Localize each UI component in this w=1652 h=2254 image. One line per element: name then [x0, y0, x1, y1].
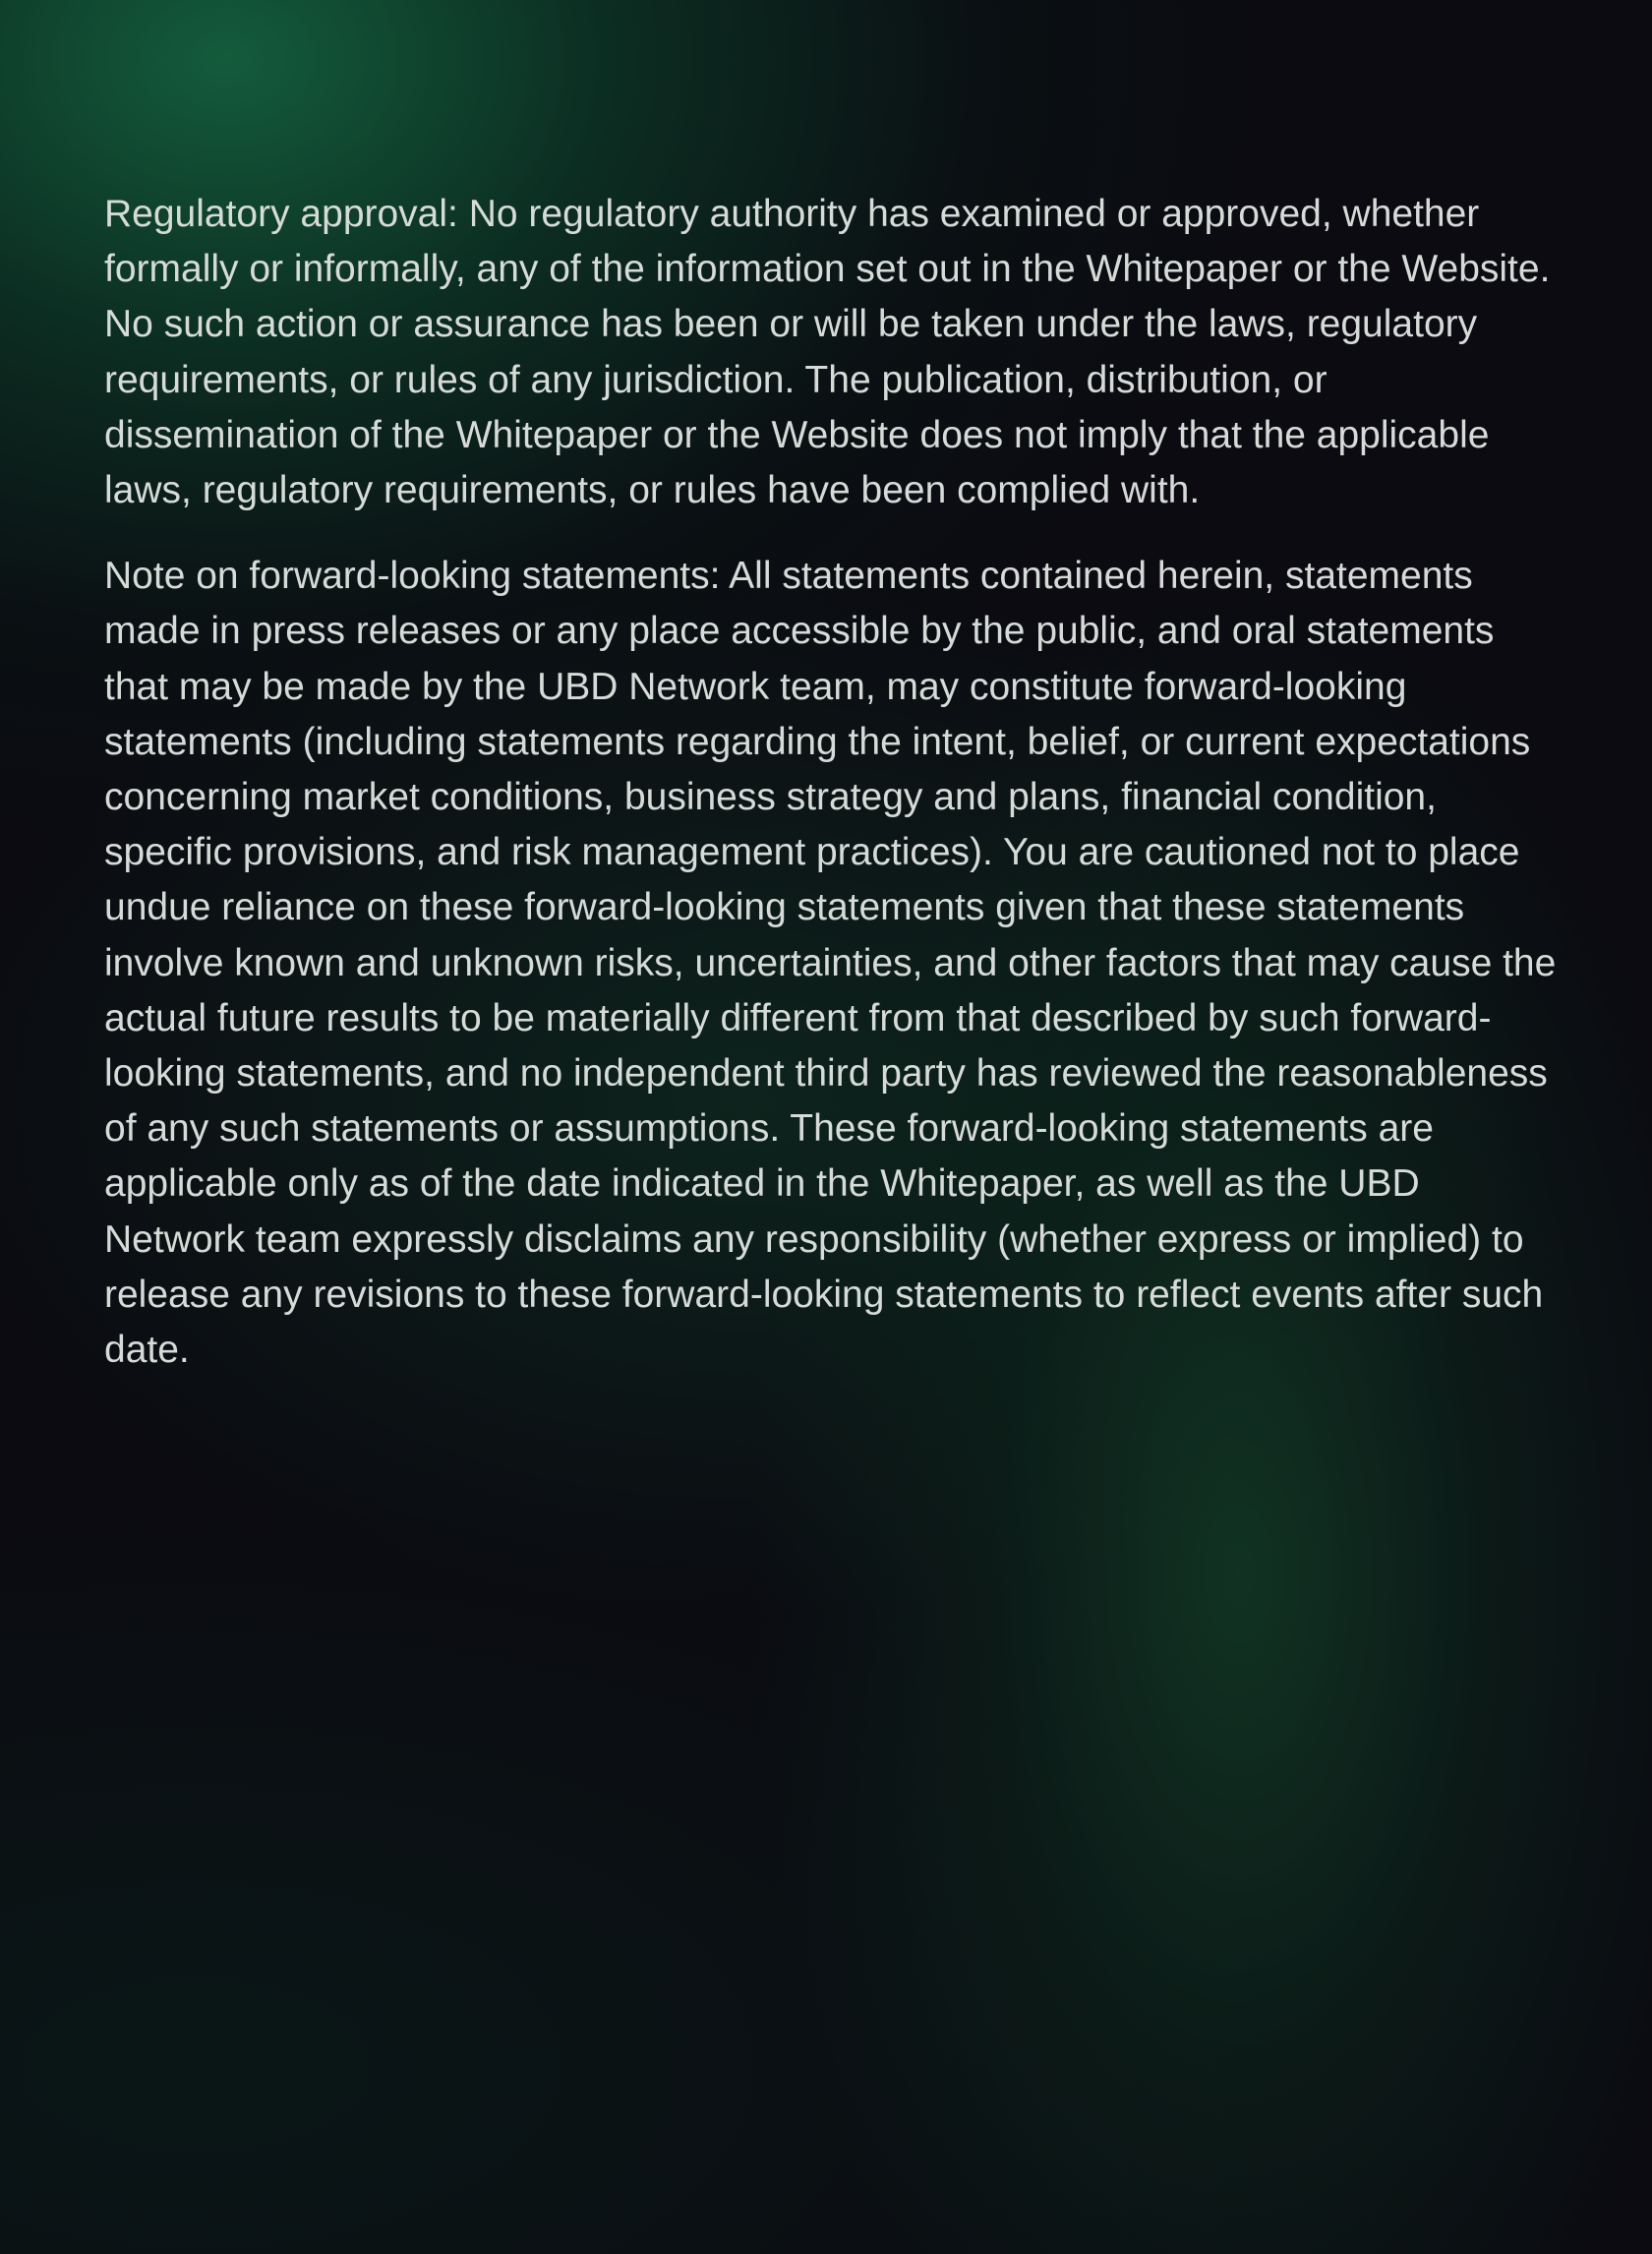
disclaimer-content: [104, 187, 1565, 1408]
regulatory-approval-paragraph: Regulatory approval: No regulatory authority has examined or approved, whether formally or informally, any of the information set out in the Whitepaper or the Website. No such action or assurance has been or will be taken under the laws, regulatory requirements, or rules of any jurisdiction. The publication, distribution, or dissemination of the Whitepaper or the Website does not imply that the applicable laws, regulatory requirements, or rules have been complied with.: [104, 193, 1551, 512]
forward-looking-statements-paragraph: Note on forward-looking statements: All statements contained herein, statements made in press releases or any place accessible by the public, and oral statements that may be made by the UBD Network team, may constitute forward-looking statements (including statements regarding the intent, belief, or current expectations concerning market conditions, business strategy and plans, financial condition, specific provisions, and risk management practices). You are cautioned not to place undue reliance on these forward-looking statements given that these statements involve known and unknown risks, uncertainties, and other factors that may cause the actual future results to be materially different from that described by such forward-looking statements, and no independent third party has reviewed the reasonableness of any such statements or assumptions. These forward-looking statements are applicable only as of the date indicated in the Whitepaper, as well as the UBD Network team expressly disclaims any responsibility (whether express or implied) to release any revisions to these forward-looking statements to reflect events after such date.: [104, 555, 1557, 1372]
